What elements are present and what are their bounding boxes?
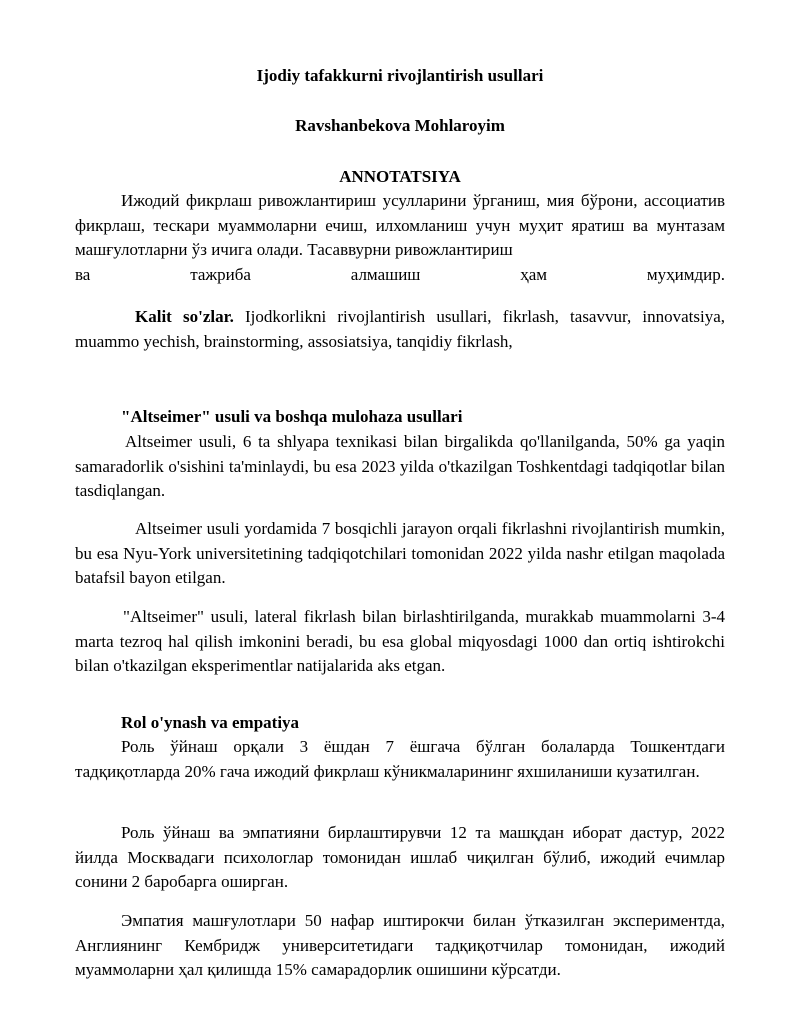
section2-paragraph-1: Роль ўйнаш орқали 3 ёшдан 7 ёшгача бўлган болаларда Тошкентдаги тадқиқотларда 20% гача ижодий фикрлаш кўникмаларининг яхшиланиши кузатилган.: [75, 737, 725, 781]
document-title: Ijodiy tafakkurni rivojlantirish usullari: [256, 66, 544, 85]
document-author: Ravshanbekova Mohlaroyim: [295, 116, 505, 135]
annotation-paragraph-tail: ва тажриба алмашиш ҳам муҳимдир.: [75, 265, 725, 284]
section2-paragraph-3: Эмпатия машғулотлари 50 нафар иштирокчи билан ўтказилган экспериментда, Англиянинг Кембридж университетидаги тадқиқотчилар томонидан, ижодий муаммоларни ҳал қилишда 15% самарадорлик ошишини кўрсатди.: [75, 911, 725, 980]
section2-heading: Rol o'ynash va empatiya: [121, 713, 300, 732]
annotation-text-main: Ижодий фикрлаш ривожлантириш усулларини ўрганиш, мия бўрони, ассоциатив фикрлаш, тескари муаммоларни ечиш, илхомланиш учун муҳит яратиш ва мунтазам машғулотларни ўз ичига олади. Тасаввурни ривожлантириш: [75, 191, 725, 260]
annotation-paragraph: [75, 189, 725, 263]
annotation-heading: ANNOTATSIYA: [339, 167, 461, 186]
section1-paragraph-3: "Altseimer" usuli, lateral fikrlash bilan birlashtirilganda, murakkab muammolarni 3-4 marta tezroq hal qilish imkonini beradi, bu esa global miqyosdagi 1000 dan ortiq ishtirokchi bilan o'tkazilgan eksperimentlar natijalarida aks etgan.: [75, 607, 725, 676]
keywords-paragraph: [75, 305, 725, 354]
section1-heading: "Altseimer" usuli va boshqa mulohaza usullari: [121, 407, 463, 426]
section1-paragraph-1: Altseimer usuli, 6 ta shlyapa texnikasi bilan birgalikda qo'llanilganda, 50% ga yaqin samaradorlik o'sishini ta'minlaydi, bu esa 2023 yilda o'tkazilgan Toshkentdagi tadqiqotlar bilan tasdiqlangan.: [75, 432, 725, 501]
section1-paragraph-2: Altseimer usuli yordamida 7 bosqichli jarayon orqali fikrlashni rivojlantirish mumkin, bu esa Nyu-York universitetining tadqiqotchilari tomonidan 2022 yilda nashr etilgan maqolada batafsil bayon etilgan.: [75, 519, 725, 588]
keywords-label: Kalit so'zlar.: [135, 307, 234, 326]
keywords-text: Ijodkorlikni rivojlantirish usullari, fikrlash, tasavvur, innovatsiya, muammo yechish, brainstorming, assosiatsiya, tanqidiy fikrlash,: [75, 307, 725, 351]
section2-paragraph-2: Роль ўйнаш ва эмпатияни бирлаштирувчи 12 та машқдан иборат дастур, 2022 йилда Москвадаги психологлар томонидан ишлаб чиқилган бўлиб, ижодий ечимлар сонини 2 баробарга оширган.: [75, 823, 725, 892]
